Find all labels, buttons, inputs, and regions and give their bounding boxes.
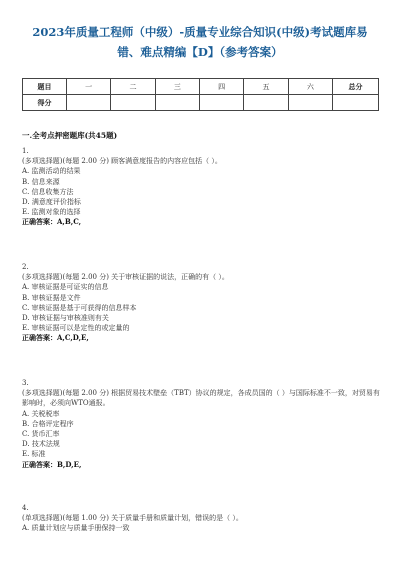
question-option: B. 审核证据是文件: [22, 293, 81, 302]
score-header-cell: 一: [67, 79, 111, 95]
question-number: 4.: [22, 504, 29, 512]
question-option: E. 标准: [22, 450, 46, 459]
question-option: D. 审核证据与审核准则有关: [22, 314, 109, 323]
score-header-cell: 二: [111, 79, 155, 95]
question-option: C. 信息收集方法: [22, 187, 74, 196]
question-option: C. 审核证据是基于可获得的信息样本: [22, 303, 137, 312]
question-stem: (多项选择题)(每题 2.00 分) 根据贸易技术壁垒（TBT）协议的规定，各成员国的（ ）与国际标准不一致，对贸易有影响时，必须向WTO通报。: [22, 389, 380, 408]
score-cell: [244, 95, 288, 111]
title-line-1: 2023年质量工程师（中级）-质量专业综合知识(中级)考试题库易: [32, 25, 368, 39]
question-number: 1.: [22, 147, 29, 155]
score-cell: [199, 95, 243, 111]
correct-answer: 正确答案：A,B,C,: [22, 217, 82, 227]
question-option: C. 货币汇率: [22, 430, 60, 439]
question-stem: (多项选择题)(每题 2.00 分) 顾客满意度报告的内容应包括（ ）。: [22, 157, 222, 166]
question-number: 3.: [22, 379, 29, 387]
question-option: A. 监测活动的结果: [22, 167, 81, 176]
question-3: [22, 378, 382, 470]
score-cell: [155, 95, 199, 111]
score-header-cell: 三: [155, 79, 199, 95]
question-2: [22, 262, 382, 344]
score-cell: [67, 95, 111, 111]
score-header-cell: 四: [199, 79, 243, 95]
score-header-cell: 题目: [23, 79, 67, 95]
score-cell: [333, 95, 379, 111]
question-1: [22, 146, 382, 228]
score-header-cell: 总分: [333, 79, 379, 95]
document-title: [20, 22, 380, 62]
score-table-score-row: [23, 95, 379, 111]
question-option: D. 技术法规: [22, 440, 60, 449]
score-cell: [288, 95, 332, 111]
question-option: A. 质量计划应与质量手册保持一致: [22, 524, 130, 533]
score-header-cell: 五: [244, 79, 288, 95]
question-option: E. 监测对象的选择: [22, 208, 81, 217]
question-option: D. 满意度评价指标: [22, 198, 81, 207]
question-option: E. 审核证据可以是定性的或定量的: [22, 324, 130, 333]
question-option: B. 合格评定程序: [22, 419, 74, 428]
question-option: A. 关税税率: [22, 409, 60, 418]
correct-answer: 正确答案：B,D,E,: [22, 459, 82, 469]
question-stem: (多项选择题)(每题 2.00 分) 关于审核证据的说法，正确的有（ ）。: [22, 273, 229, 282]
question-option: A. 审核证据是可证实的信息: [22, 283, 109, 292]
score-header-cell: 六: [288, 79, 332, 95]
question-stem: (单项选择题)(每题 1.00 分) 关于质量手册和质量计划，错误的是（ ）。: [22, 514, 243, 523]
score-row-label: 得分: [23, 95, 67, 111]
score-table: [22, 78, 379, 111]
question-number: 2.: [22, 263, 29, 271]
title-line-2: 错、难点精编【D】（参考答案）: [117, 45, 283, 59]
score-cell: [111, 95, 155, 111]
question-4: [22, 503, 382, 534]
section-title: 一.全考点押密题库(共45题): [22, 131, 118, 140]
correct-answer: 正确答案：A,C,D,E,: [22, 333, 89, 343]
question-option: B. 信息来源: [22, 177, 60, 186]
score-table-header-row: [23, 79, 379, 95]
